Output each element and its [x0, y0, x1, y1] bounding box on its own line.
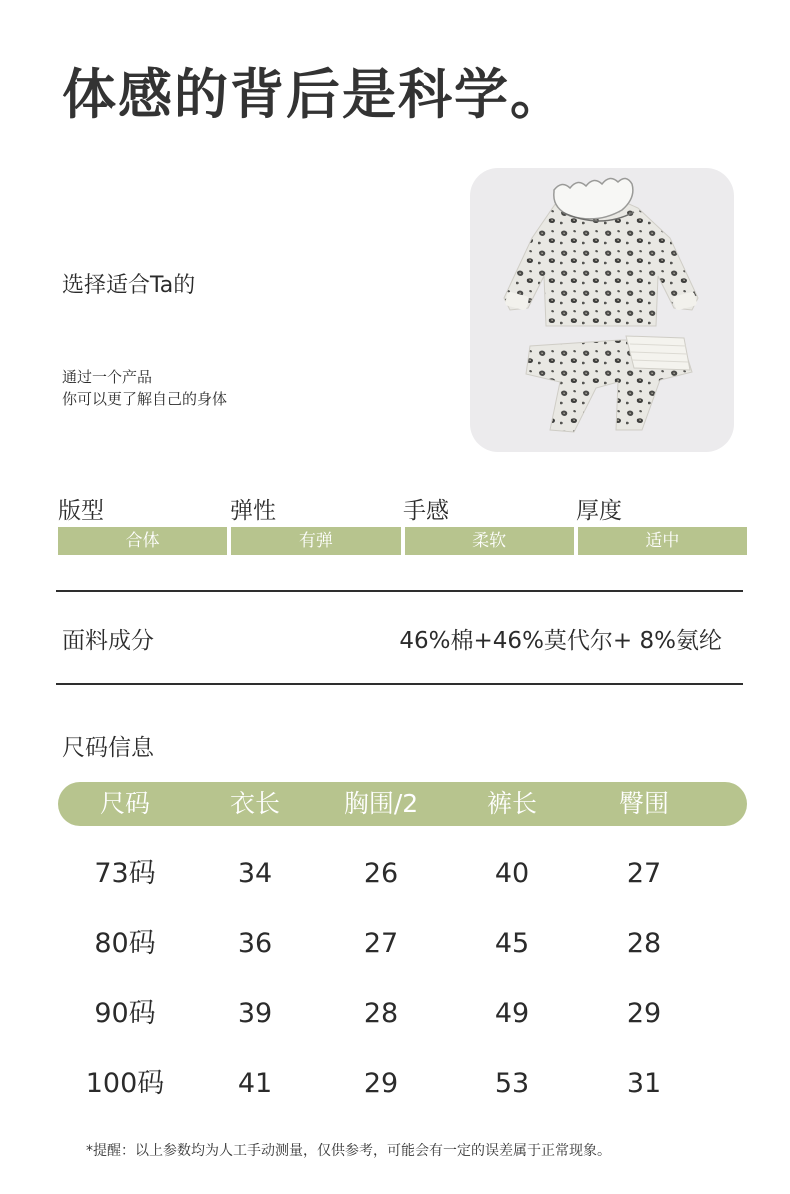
header-size: 尺码	[99, 789, 150, 818]
attribute-value-thickness: 适中	[578, 527, 747, 555]
size-table-header	[58, 782, 747, 826]
attribute-values-bar	[58, 527, 747, 555]
cell-size: 100码	[85, 1068, 165, 1099]
table-row	[58, 994, 747, 1034]
attribute-labels	[58, 492, 748, 526]
table-row	[58, 924, 747, 964]
intro-description	[62, 366, 227, 410]
cell-pants-length: 45	[494, 928, 530, 959]
cell-top-length: 36	[237, 928, 273, 959]
intro-desc-line-2: 你可以更了解自己的身体	[62, 390, 228, 408]
table-row	[58, 854, 747, 894]
attribute-value-elasticity: 有弹	[231, 527, 400, 555]
cell-pants-length: 49	[494, 998, 530, 1029]
header-pants-length: 裤长	[486, 789, 537, 818]
leopard-print-pajama-set-icon	[470, 168, 734, 452]
page-headline: 体感的背后是科学。	[62, 63, 566, 126]
header-hip: 臀围	[618, 789, 669, 818]
product-photo	[470, 168, 734, 452]
cell-half-chest: 28	[363, 998, 399, 1029]
header-top-length: 衣长	[229, 789, 280, 818]
cell-half-chest: 29	[363, 1068, 399, 1099]
cell-top-length: 39	[237, 998, 273, 1029]
cell-size: 73码	[94, 858, 156, 889]
cell-hip: 28	[626, 928, 662, 959]
measurement-note: *提醒：以上参数均为人工手动测量，仅供参考，可能会有一定的误差属于正常现象。	[86, 1143, 611, 1159]
cell-half-chest: 27	[363, 928, 399, 959]
cell-top-length: 34	[237, 858, 273, 889]
cell-half-chest: 26	[363, 858, 399, 889]
divider-top	[56, 590, 743, 592]
table-row	[58, 1064, 747, 1104]
divider-bottom	[56, 683, 743, 685]
cell-top-length: 41	[237, 1068, 273, 1099]
attribute-label-thickness: 厚度	[576, 498, 622, 524]
cell-size: 80码	[94, 928, 156, 959]
intro-subtitle: 选择适合Ta的	[62, 273, 196, 298]
size-info-title: 尺码信息	[62, 735, 154, 761]
fabric-label: 面料成分	[62, 628, 154, 654]
attribute-label-elasticity: 弹性	[230, 498, 276, 524]
cell-size: 90码	[94, 998, 156, 1029]
header-half-chest: 胸围/2	[343, 789, 419, 818]
cell-hip: 29	[626, 998, 662, 1029]
attribute-value-fit: 合体	[58, 527, 227, 555]
attribute-value-hand-feel: 柔软	[405, 527, 574, 555]
fabric-value: 46%棉+46%莫代尔+ 8%氨纶	[399, 628, 722, 654]
cell-pants-length: 53	[494, 1068, 530, 1099]
attribute-label-fit: 版型	[58, 498, 104, 524]
attribute-label-hand-feel: 手感	[403, 498, 449, 524]
cell-hip: 31	[626, 1068, 662, 1099]
cell-pants-length: 40	[494, 858, 530, 889]
cell-hip: 27	[626, 858, 662, 889]
intro-desc-line-1: 通过一个产品	[62, 368, 153, 386]
